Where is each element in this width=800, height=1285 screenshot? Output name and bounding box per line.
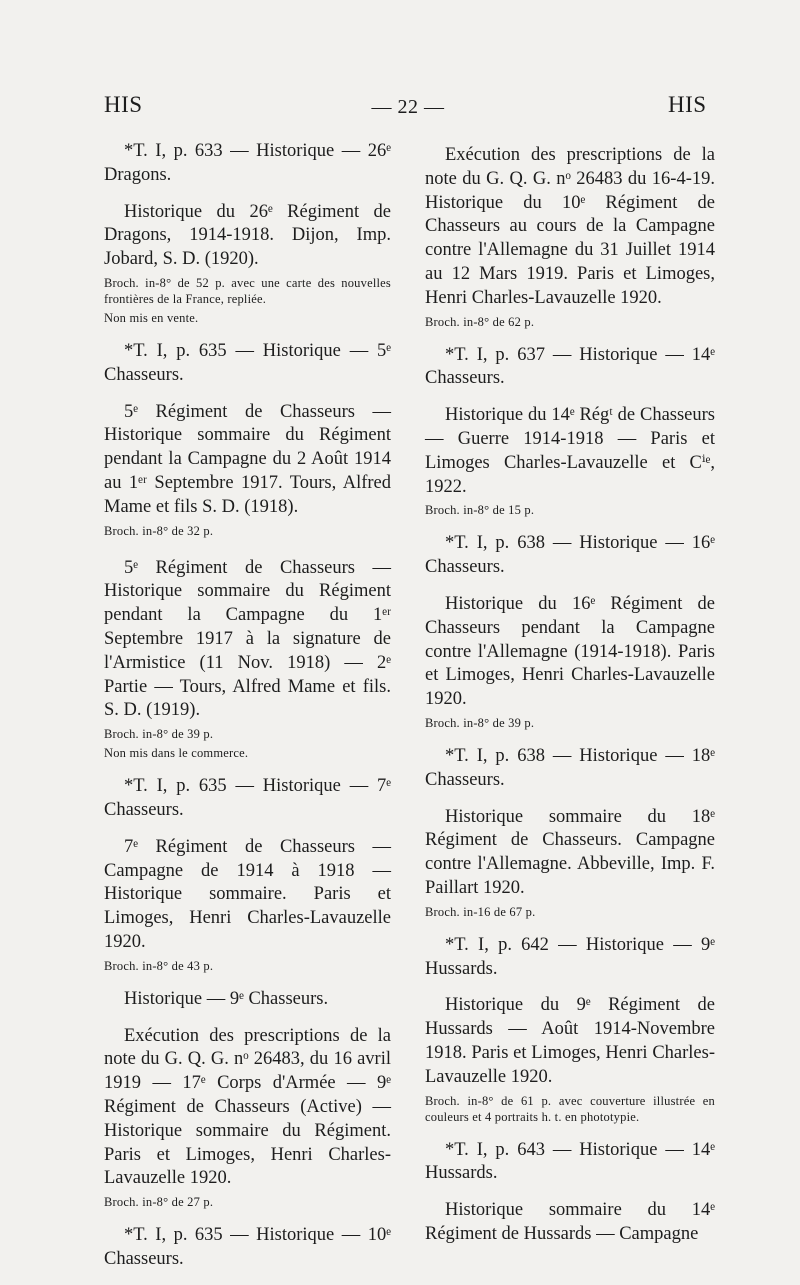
entry-5-chasseurs-part2 — [104, 557, 391, 762]
entry-heading: *T. I, p. 638 — Historique — 16ᵉ Chasseurs. — [425, 533, 715, 578]
entry-heading: *T. I, p. 635 — Historique — 5ᵉ Chasseurs. — [104, 340, 391, 385]
entry-body: Exécution des prescriptions de la note du G. Q. G. nᵒ 26483, du 16 avril 1919 — 17ᵉ Corps d'Armée — 9ᵉ Régiment de Chasseurs (Active) — Historique sommaire du Régiment. Paris et Limoges, Henri Charles-Lavauzelle 1920. — [104, 1025, 391, 1189]
entry-14-hussards — [425, 1139, 715, 1247]
entry-heading: *T. I, p. 638 — Historique — 18ᵉ Chasseurs. — [425, 745, 715, 790]
left-column — [104, 140, 391, 1272]
entry-body: Historique du 16ᵉ Régiment de Chasseurs pendant la Campagne contre l'Allemagne (1914-1918). Paris et Limoges, Henri Charles-Lavauzelle 1920. — [425, 593, 715, 710]
entry-note: Broch. in-8° de 32 p. — [104, 523, 214, 538]
entry-body: Historique sommaire du 18ᵉ Régiment de Chasseurs. Campagne contre l'Allemagne. Abbeville, Imp. F. Paillart 1920. — [425, 806, 715, 898]
entry-note: Broch. in-8° de 27 p. — [104, 1195, 214, 1210]
entry-body: 7ᵉ Régiment de Chasseurs — Campagne de 1914 à 1918 — Historique sommaire. Paris et Limoges, Henri Charles-Lavauzelle 1920. — [104, 836, 391, 952]
entry-note: Non mis dans le commerce. — [104, 746, 249, 761]
entry-body: Historique du 26ᵉ Régiment de Dragons, 1914-1918. Dijon, Imp. Jobard, S. D. (1920). — [104, 201, 391, 270]
entry-body: Historique du 9ᵉ Régiment de Hussards — Août 1914-Novembre 1918. Paris et Limoges, Henri Charles-Lavauzelle 1920. — [425, 995, 715, 1087]
entry-heading: *T. I, p. 642 — Historique — 9ᵉ Hussards. — [425, 934, 715, 979]
entry-heading: *T. I, p. 633 — Historique — 26ᵉ Dragons. — [104, 141, 391, 185]
entry-note: Broch. in-8° de 62 p. — [425, 314, 535, 329]
entry-note: Broch. in-8° de 39 p. — [425, 715, 535, 730]
entry-body: 5ᵉ Régiment de Chasseurs — Historique sommaire du Régiment pendant la Campagne du 2 Août 1914 au 1ᵉʳ Septembre 1917. Tours, Alfred Mame et fils S. D. (1918). — [104, 401, 391, 517]
entry-body: Historique du 14ᵉ Régᵗ de Chasseurs — Guerre 1914-1918 — Paris et Limoges Charles-Lavauzelle et Cⁱᵉ, 1922. — [425, 405, 715, 497]
entry-body: Exécution des prescriptions de la note du G. Q. G. nᵒ 26483 du 16-4-19. Historique du 10ᵉ Régiment de Chasseurs au cours de la Campagne contre l'Allemagne du 31 Juillet 1914 au 12 Mars 1919. Paris et Limoges, Henri Charles-Lavauzelle 1920. — [425, 145, 715, 308]
running-head-left: HIS — [104, 92, 143, 117]
entry-9-chasseurs — [104, 988, 391, 1210]
entry-18-chasseurs — [425, 745, 715, 920]
entry-14-chasseurs — [425, 344, 715, 519]
entry-note: Broch. in-8° de 39 p. — [104, 727, 214, 742]
entry-26-dragons — [104, 140, 391, 326]
entry-note: Broch. in-8° de 15 p. — [425, 503, 535, 518]
entry-heading: Historique — 9ᵉ Chasseurs. — [124, 988, 329, 1009]
right-column — [425, 140, 715, 1247]
entry-note: Broch. in-8° de 43 p. — [104, 958, 214, 973]
running-head-right: HIS — [668, 92, 707, 117]
entry-note: Broch. in-16 de 67 p. — [425, 904, 536, 919]
entry-body: Historique sommaire du 14ᵉ Régiment de Hussards — Campagne — [425, 1200, 715, 1244]
entry-9-hussards — [425, 934, 715, 1125]
entry-10-chasseurs — [104, 1224, 391, 1272]
page-number: — 22 — — [371, 96, 445, 118]
entry-heading: *T. I, p. 643 — Historique — 14ᵉ Hussards. — [425, 1139, 715, 1184]
entry-16-chasseurs — [425, 532, 715, 731]
entry-note: Broch. in-8° de 61 p. avec couverture illustrée en couleurs et 4 portraits h. t. en phototypie. — [425, 1093, 715, 1124]
entry-heading: *T. I, p. 635 — Historique — 7ᵉ Chasseurs. — [104, 776, 391, 820]
entry-10-chasseurs-cont — [425, 144, 715, 330]
entry-heading: *T. I, p. 637 — Historique — 14ᵉ Chasseurs. — [425, 344, 715, 389]
entry-heading: *T. I, p. 635 — Historique — 10ᵉ Chasseurs. — [104, 1225, 391, 1269]
entry-body: 5ᵉ Régiment de Chasseurs — Historique sommaire du Régiment pendant la Campagne du 1ᵉʳ Septembre 1917 à la signature de l'Armistice (11 Nov. 1918) — 2ᵉ Partie — Tours, Alfred Mame et fils. S. D. (1919). — [104, 557, 391, 721]
entry-note: Broch. in-8° de 52 p. avec une carte des nouvelles frontières de la France, repliée. — [104, 275, 391, 306]
entry-note: Non mis en vente. — [104, 310, 199, 325]
entry-5-chasseurs — [104, 340, 391, 539]
entry-7-chasseurs — [104, 775, 391, 974]
